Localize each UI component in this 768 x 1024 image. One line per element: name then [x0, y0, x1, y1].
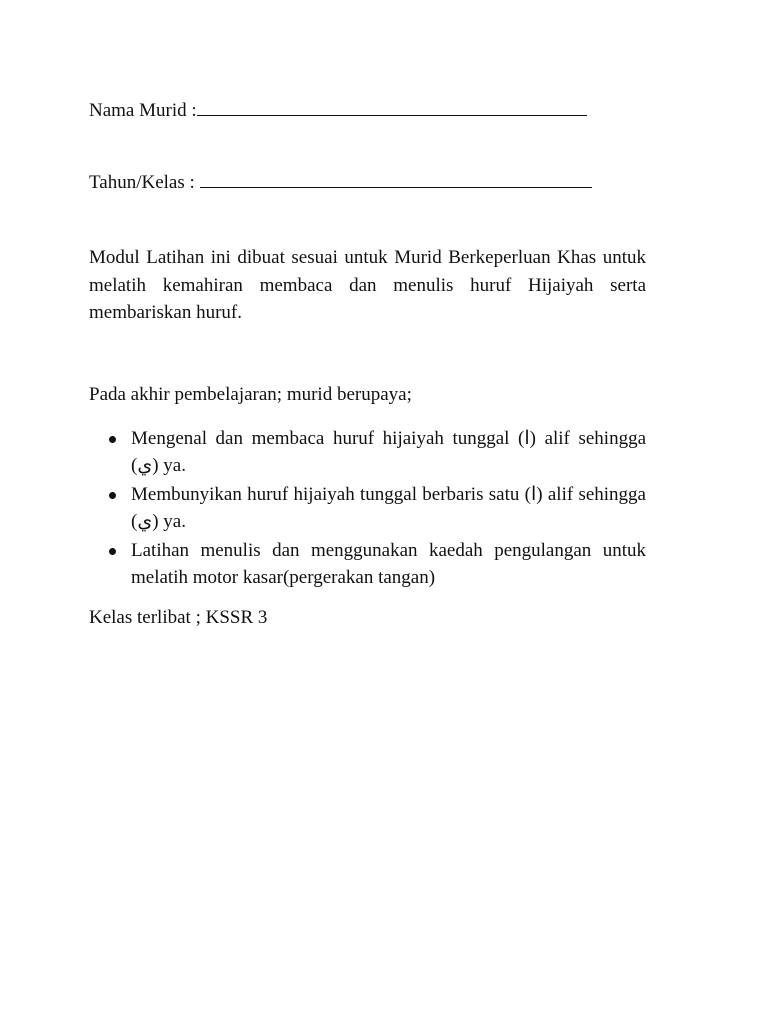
objective-text: Latihan menulis dan menggunakan kaedah pengulangan untuk melatih motor kasar(pergerakan tangan): [131, 540, 646, 588]
class-involved: Kelas terlibat ; KSSR 3: [89, 607, 268, 628]
intro-paragraph: Modul Latihan ini dibuat sesuai untuk Murid Berkeperluan Khas untuk melatih kemahiran membaca dan menulis huruf Hijaiyah serta membariskan huruf.: [89, 247, 646, 323]
list-item: [89, 425, 646, 479]
bullet-icon: [109, 492, 116, 499]
year-class-field: [89, 170, 592, 194]
objectives-list: [89, 425, 646, 593]
year-class-blank: [200, 170, 592, 188]
student-name-blank: [197, 98, 587, 116]
objective-text: Membunyikan huruf hijaiyah tunggal berbaris satu (ا) alif sehingga (ي) ya.: [131, 484, 646, 532]
objectives-lead: Pada akhir pembelajaran; murid berupaya;: [89, 384, 412, 405]
year-class-label: Tahun/Kelas :: [89, 172, 200, 193]
student-name-label: Nama Murid :: [89, 100, 197, 121]
list-item: [89, 537, 646, 591]
bullet-icon: [109, 548, 116, 555]
objective-text: Mengenal dan membaca huruf hijaiyah tunggal (ا) alif sehingga (ي) ya.: [131, 428, 647, 476]
list-item: [89, 481, 646, 535]
bullet-icon: [109, 436, 116, 443]
student-name-field: [89, 98, 587, 122]
